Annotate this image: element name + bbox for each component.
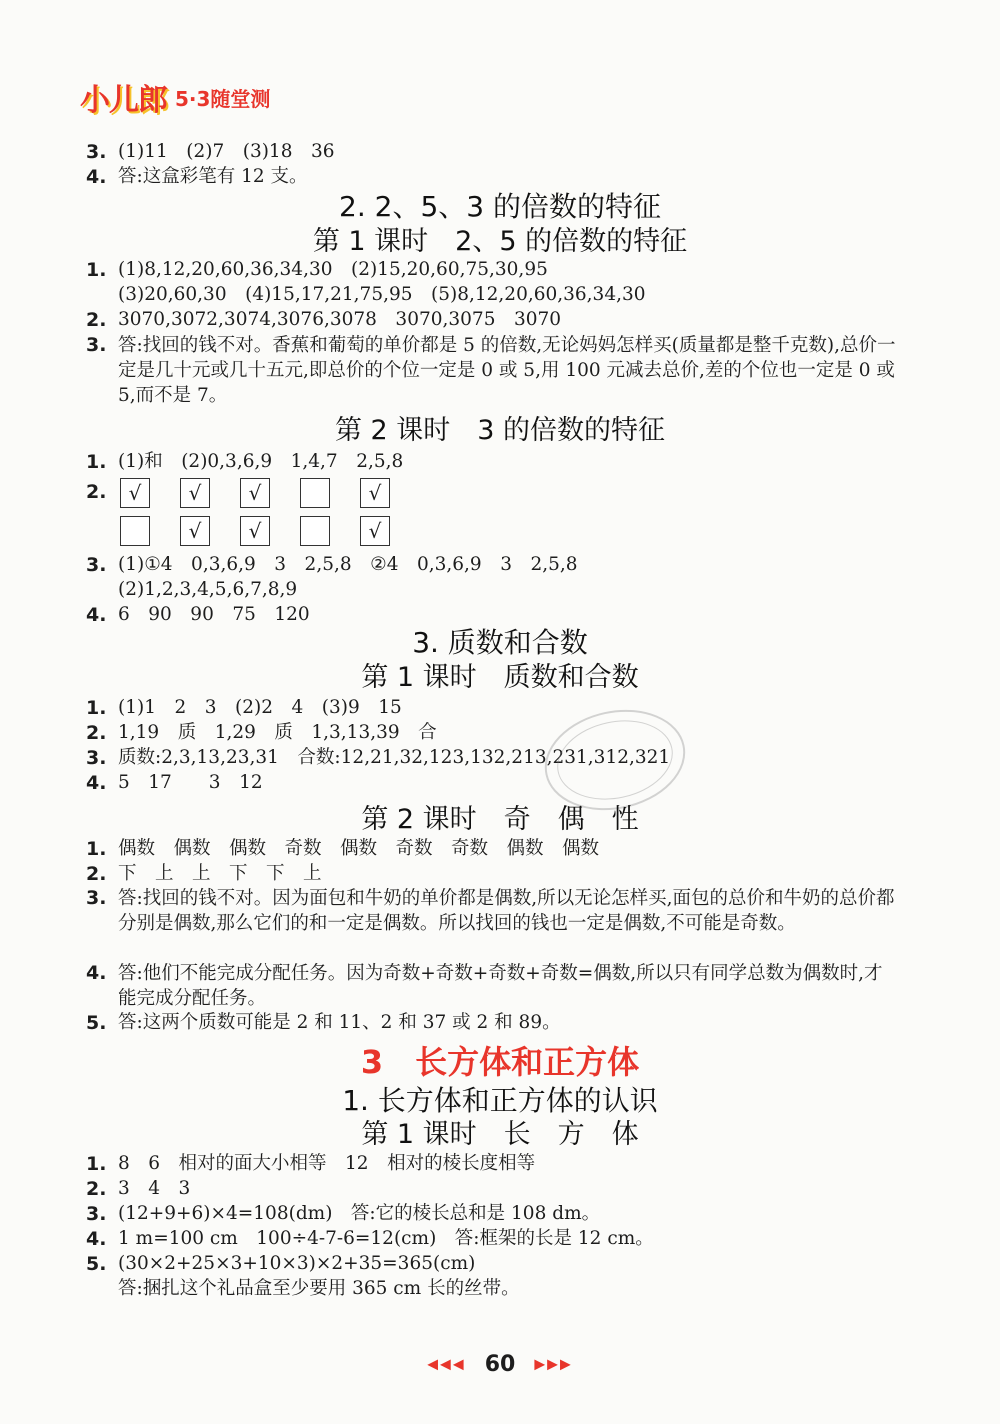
check-box: √: [240, 478, 270, 508]
lesson-title: 第 1 课时 长 方 体: [361, 1119, 639, 1150]
check-box: [120, 516, 150, 546]
answer-text: (12+9+6)×4=108(dm) 答:它的棱长总和是 108 dm。: [118, 1203, 601, 1224]
check-box: [300, 478, 330, 508]
question-number: 2.: [86, 309, 107, 331]
answer-text: (2)1,2,3,4,5,6,7,8,9: [118, 579, 298, 600]
check-box: √: [360, 478, 390, 508]
section-title: 2. 2、5、3 的倍数的特征: [339, 190, 661, 223]
question-number: 4.: [86, 166, 107, 188]
question-number: 2.: [86, 481, 107, 503]
question-number: 5.: [86, 1012, 107, 1034]
answer-text: 8 6 相对的面大小相等 12 相对的棱长度相等: [118, 1153, 536, 1174]
answer-text: 答:找回的钱不对。香蕉和葡萄的单价都是 5 的倍数,无论妈妈怎样买(质量都是整千克数),总价一定是几十元或几十五元,即总价的个位一定是 0 或 5,用 100 元减去总价,差的个位也一定是 0 或 5,而不是 7。: [118, 335, 896, 406]
checkbox-row: [120, 516, 390, 546]
question-number: 3.: [86, 1203, 107, 1225]
checkbox-row: [120, 478, 390, 508]
lesson-title: 第 2 课时 3 的倍数的特征: [334, 415, 666, 446]
answer-text: 质数:2,3,13,23,31 合数:12,21,32,123,132,213,231,312,321: [118, 747, 671, 768]
question-number: 5.: [86, 1253, 107, 1275]
question-number: 1.: [86, 451, 107, 473]
answer-text: 答:捆扎这个礼品盒至少要用 365 cm 长的丝带。: [118, 1278, 520, 1299]
question-number: 3.: [86, 747, 107, 769]
question-number: 2.: [86, 722, 107, 744]
left-arrows-icon: ◀◀◀: [427, 1356, 466, 1373]
answer-text: (1)和 (2)0,3,6,9 1,4,7 2,5,8: [118, 451, 404, 472]
answer-text: 答:找回的钱不对。因为面包和牛奶的单价都是偶数,所以无论怎样买,面包的总价和牛奶的总价都分别是偶数,那么它们的和一定是偶数。所以找回的钱也一定是偶数,不可能是奇数。: [118, 888, 895, 934]
question-number: 4.: [86, 772, 107, 794]
answer-text: (1)8,12,20,60,36,34,30 (2)15,20,60,75,30,95: [118, 259, 548, 280]
answer-text: 1 m=100 cm 100÷4-7-6=12(cm) 答:框架的长是 12 cm。: [118, 1228, 654, 1249]
series-name: 5·3随堂测: [175, 86, 271, 111]
check-box: [300, 516, 330, 546]
answer-text: (3)20,60,30 (4)15,17,21,75,95 (5)8,12,20,60,36,34,30: [118, 284, 646, 305]
section-title: 1. 长方体和正方体的认识: [342, 1084, 658, 1117]
answer-text: 5 17 3 12: [118, 772, 263, 793]
section-title: 3. 质数和合数: [412, 626, 588, 659]
answer-text: 3070,3072,3074,3076,3078 3070,3075 3070: [118, 309, 562, 330]
brand-name: 小儿郎: [80, 83, 167, 118]
answer-text: 答:这两个质数可能是 2 和 11、2 和 37 或 2 和 89。: [118, 1012, 561, 1033]
answer-text: (1)11 (2)7 (3)18 36: [118, 141, 335, 162]
question-number: 2.: [86, 1178, 107, 1200]
lesson-title: 第 1 课时 2、5 的倍数的特征: [312, 226, 688, 257]
question-number: 1.: [86, 838, 107, 860]
answer-text: 1,19 质 1,29 质 1,3,13,39 合: [118, 722, 437, 743]
answer-text: 偶数 偶数 偶数 奇数 偶数 奇数 奇数 偶数 偶数: [118, 838, 600, 859]
answer-text: 答:他们不能完成分配任务。因为奇数+奇数+奇数+奇数=偶数,所以只有同学总数为偶数时,才能完成分配任务。: [118, 963, 883, 1009]
answer-text: 答:这盒彩笔有 12 支。: [118, 166, 308, 187]
lesson-title: 第 2 课时 奇 偶 性: [361, 804, 639, 835]
question-number: 1.: [86, 697, 107, 719]
answer-text: (1)1 2 3 (2)2 4 (3)9 15: [118, 697, 402, 718]
question-number: 4.: [86, 962, 107, 984]
question-number: 1.: [86, 1153, 107, 1175]
question-number: 3.: [86, 141, 107, 163]
check-box: √: [360, 516, 390, 546]
question-number: 2.: [86, 863, 107, 885]
check-box: √: [180, 478, 210, 508]
check-box: √: [180, 516, 210, 546]
page-footer: [0, 1352, 1000, 1377]
brand-logo: [80, 80, 271, 118]
check-box: √: [240, 516, 270, 546]
chapter-title: 3 长方体和正方体: [360, 1043, 640, 1081]
answer-text: 下 上 上 下 下 上: [118, 863, 322, 884]
question-number: 3.: [86, 887, 107, 909]
question-number: 3.: [86, 334, 107, 356]
answer-text: (30×2+25×3+10×3)×2+35=365(cm): [118, 1253, 476, 1274]
right-arrows-icon: ▶▶▶: [534, 1356, 573, 1373]
question-number: 1.: [86, 259, 107, 281]
question-number: 4.: [86, 1228, 107, 1250]
lesson-title: 第 1 课时 质数和合数: [361, 662, 639, 693]
page-number: 60: [484, 1352, 516, 1377]
answer-text: 3 4 3: [118, 1178, 191, 1199]
check-box: √: [120, 478, 150, 508]
answer-text: (1)①4 0,3,6,9 3 2,5,8 ②4 0,3,6,9 3 2,5,8: [118, 554, 578, 575]
question-number: 4.: [86, 604, 107, 626]
answer-text: 6 90 90 75 120: [118, 604, 310, 625]
question-number: 3.: [86, 554, 107, 576]
